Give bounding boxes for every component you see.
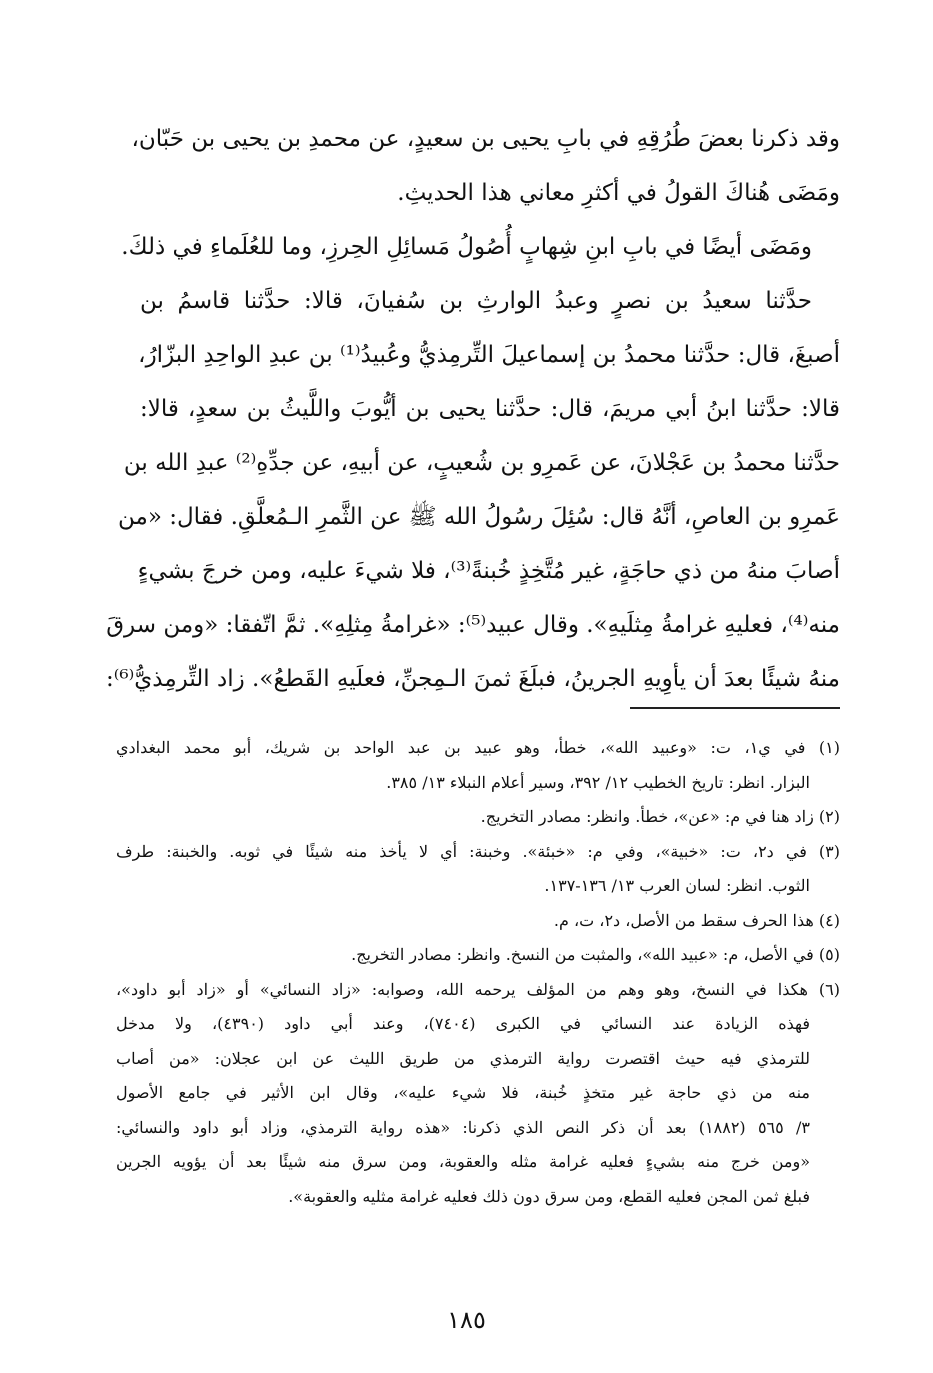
main-text-line: منهُ شيئًا بعدَ أن يأوِيهِ الجرينُ، فبلَغَ ثمنَ الـمِجنِّ، فعلَيهِ القَطعُ». زاد التِّرمِذيُّ⁽⁶⁾: bbox=[105, 666, 840, 692]
footnote-line: الثوب. انظر: لسان العرب ١٣/ ١٣٦-١٣٧. bbox=[544, 876, 810, 895]
footnote-line: ٣/ ٥٦٥ (١٨٨٢) بعد أن ذكر النص الذي ذكرنا: «هذه رواية الترمذي، وزاد أبو داود والنسائي: bbox=[116, 1117, 811, 1137]
main-text-line: قالا: حدَّثنا ابنُ أبي مريمَ، قال: حدَّثنا يحيى بن أيُّوبَ واللَّيثُ بن سعدٍ، قالا: bbox=[140, 396, 840, 422]
footnote-line: (٢) زاد هنا في م: «عن»، خطأ. وانظر: مصادر التخريج. bbox=[480, 807, 840, 826]
footnotes bbox=[116, 731, 840, 1214]
footnote-line: (٣) في د٢، ت: «خبية»، وفي م: «خبئة». وخبنة: أي لا يأخذ منه شيئًا في ثوبه. والخبنة: طرف bbox=[116, 841, 840, 861]
footnote-line: (٤) هذا الحرف سقط من الأصل، د٢، ت، م. bbox=[553, 910, 840, 930]
main-text-body bbox=[105, 112, 840, 706]
footnote-line: (١) في ي١، ت: «وعبيد الله»، خطأ، وهو عبيد بن عبد الواحد بن شريك، أبو محمد البغدادي bbox=[116, 738, 841, 757]
footnote-line: فبلغ ثمن المجن فعليه القطع، ومن سرق دون ذلك فعليه غرامة مثليه والعقوبة». bbox=[288, 1186, 810, 1206]
footnote-separator bbox=[630, 707, 840, 709]
footnote-line: (٥) في الأصل، م: «عبيد الله»، والمثبت من النسخ. وانظر: مصادر التخريج. bbox=[351, 945, 840, 964]
main-text-line: منه⁽⁴⁾، فعليهِ غرامةُ مِثلَيهِ». وقال عبيد⁽⁵⁾: «غرامةُ مِثلِهِ». ثمَّ اتّفقا: «ومن سرقَ bbox=[106, 612, 840, 638]
main-text-line: أصبغَ، قال: حدَّثنا محمدُ بن إسماعيلَ التِّرمِذيُّ وعُبيدُ⁽¹⁾ بن عبدِ الواحِدِ البزّارُ، bbox=[138, 342, 840, 368]
main-text-line: حدَّثنا سعيدُ بن نصرٍ وعبدُ الوارثِ بن سُفيانَ، قالا: حدَّثنا قاسمُ بن bbox=[140, 288, 812, 314]
main-text-line: حدَّثنا محمدُ بن عَجْلانَ، عن عَمرِو بن شُعيبٍ، عن أبيهِ، عن جدِّهِ⁽²⁾ عبدِ الله بن bbox=[123, 450, 840, 476]
footnote-line: «ومن خرج منه بشيءٍ فعليه غرامة مثله والعقوبة، ومن سرق منه شيئًا بعد أن يؤويه الجرين bbox=[116, 1152, 810, 1171]
main-text-line: ومَضَى أيضًا في بابِ ابنِ شِهابٍ أُصُولُ مَسائِلِ الحِرزِ، وما للعُلَماءِ في ذلكَ. bbox=[121, 234, 812, 260]
footnote-line: منه من ذي حاجة غير متخذٍ خُبنة، فلا شيء عليه»، وقال ابن الأثير في جامع الأصول bbox=[116, 1083, 810, 1102]
footnote-line: البزار. انظر: تاريخ الخطيب ١٢/ ٣٩٢، وسير أعلام النبلاء ١٣/ ٣٨٥. bbox=[386, 772, 810, 792]
footnote-line: (٦) هكذا في النسخ، وهو وهم من المؤلف يرحمه الله، وصوابه: «زاد النسائي» أو «زاد أبو داود»، bbox=[116, 979, 840, 999]
main-text-line: أصابَ منهُ من ذي حاجَةٍ، غير مُتَّخِذٍ خُبنةً⁽³⁾، فلا شيءَ عليه، ومن خرجَ بشيءٍ bbox=[137, 558, 840, 584]
main-text-line: عَمرِو بن العاصِ، أنَّهُ قال: سُئِلَ رسُولُ الله ﷺ عن الثَّمرِ الـمُعلَّقِ. فقال: «من bbox=[117, 504, 840, 530]
page-number: ١٨٥ bbox=[447, 1306, 486, 1334]
main-text-line: وقد ذكرنا بعضَ طُرُقِهِ في بابِ يحيى بن سعيدٍ، عن محمدِ بن يحيى بن حَبّان، bbox=[131, 126, 840, 152]
footnote-line: للترمذي فيه حيث اقتصرت رواية الترمذي من طريق الليث عن ابن عجلان: «من أصاب bbox=[116, 1048, 810, 1068]
footnote-line: فهذه الزيادة عند النسائي في الكبرى (٧٤٠٤)، وعند أبي داود (٤٣٩٠)، ولا مدخل bbox=[116, 1014, 810, 1033]
main-text-line: ومَضَى هُناكَ القولُ في أكثرِ معاني هذا الحديثِ. bbox=[397, 180, 840, 206]
